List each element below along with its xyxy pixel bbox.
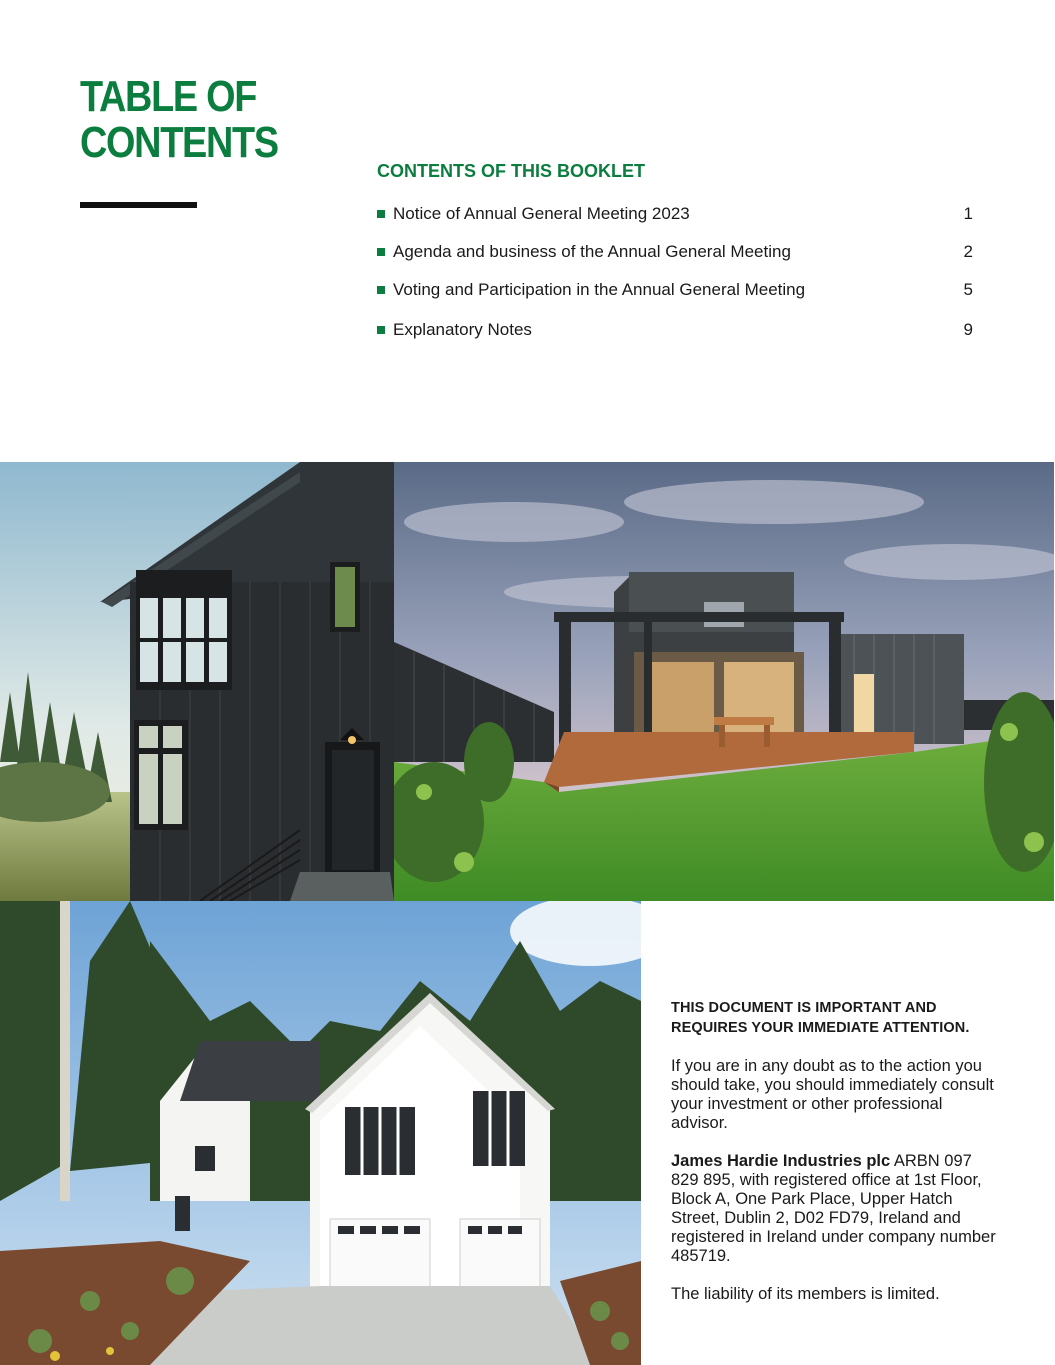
title-divider xyxy=(80,202,197,208)
page-title-line-1: TABLE OF xyxy=(80,72,257,121)
company-paragraph xyxy=(671,1152,1001,1266)
square-bullet-icon xyxy=(377,210,385,218)
company-name: James Hardie Industries plc xyxy=(671,1152,891,1170)
toc-item-label: Notice of Annual General Meeting 2023 xyxy=(393,204,690,223)
toc-item-label: Agenda and business of the Annual General Meeting xyxy=(393,242,791,261)
important-notice xyxy=(671,998,1001,1323)
important-notice-heading: THIS DOCUMENT IS IMPORTANT AND REQUIRES YOUR IMMEDIATE ATTENTION. xyxy=(671,1000,970,1036)
page-title xyxy=(80,74,338,166)
toc-item-page: 9 xyxy=(963,320,973,339)
photo-dark-house xyxy=(0,462,394,901)
company-details: ARBN 097 829 895, with registered office at 1st Floor, Block A, One Park Place, Upper Hatch Street, Dublin 2, D02 FD79, Ireland and registered in Ireland under company number 485719. xyxy=(671,1152,996,1265)
toc-item-voting[interactable] xyxy=(377,279,973,301)
square-bullet-icon xyxy=(377,326,385,334)
toc-item-agenda[interactable] xyxy=(377,241,973,263)
toc-item-page: 5 xyxy=(963,280,973,299)
toc-item-page: 2 xyxy=(963,242,973,261)
toc-item-page: 1 xyxy=(963,204,973,223)
photo-modern-house-deck xyxy=(394,462,1054,901)
square-bullet-icon xyxy=(377,248,385,256)
square-bullet-icon xyxy=(377,286,385,294)
page-title-line-2: CONTENTS xyxy=(80,118,278,167)
toc-item-label: Voting and Participation in the Annual General Meeting xyxy=(393,280,806,299)
toc-item-label: Explanatory Notes xyxy=(393,320,532,339)
contents-heading: CONTENTS OF THIS BOOKLET xyxy=(377,161,645,181)
photo-white-farmhouse xyxy=(0,901,641,1365)
toc-item-notice[interactable] xyxy=(377,203,973,225)
toc-item-explanatory-notes[interactable] xyxy=(377,319,973,341)
advice-paragraph: If you are in any doubt as to the action you should take, you should immediately consult your investment or other professional advisor. xyxy=(671,1057,994,1132)
liability-statement: The liability of its members is limited. xyxy=(671,1285,940,1303)
